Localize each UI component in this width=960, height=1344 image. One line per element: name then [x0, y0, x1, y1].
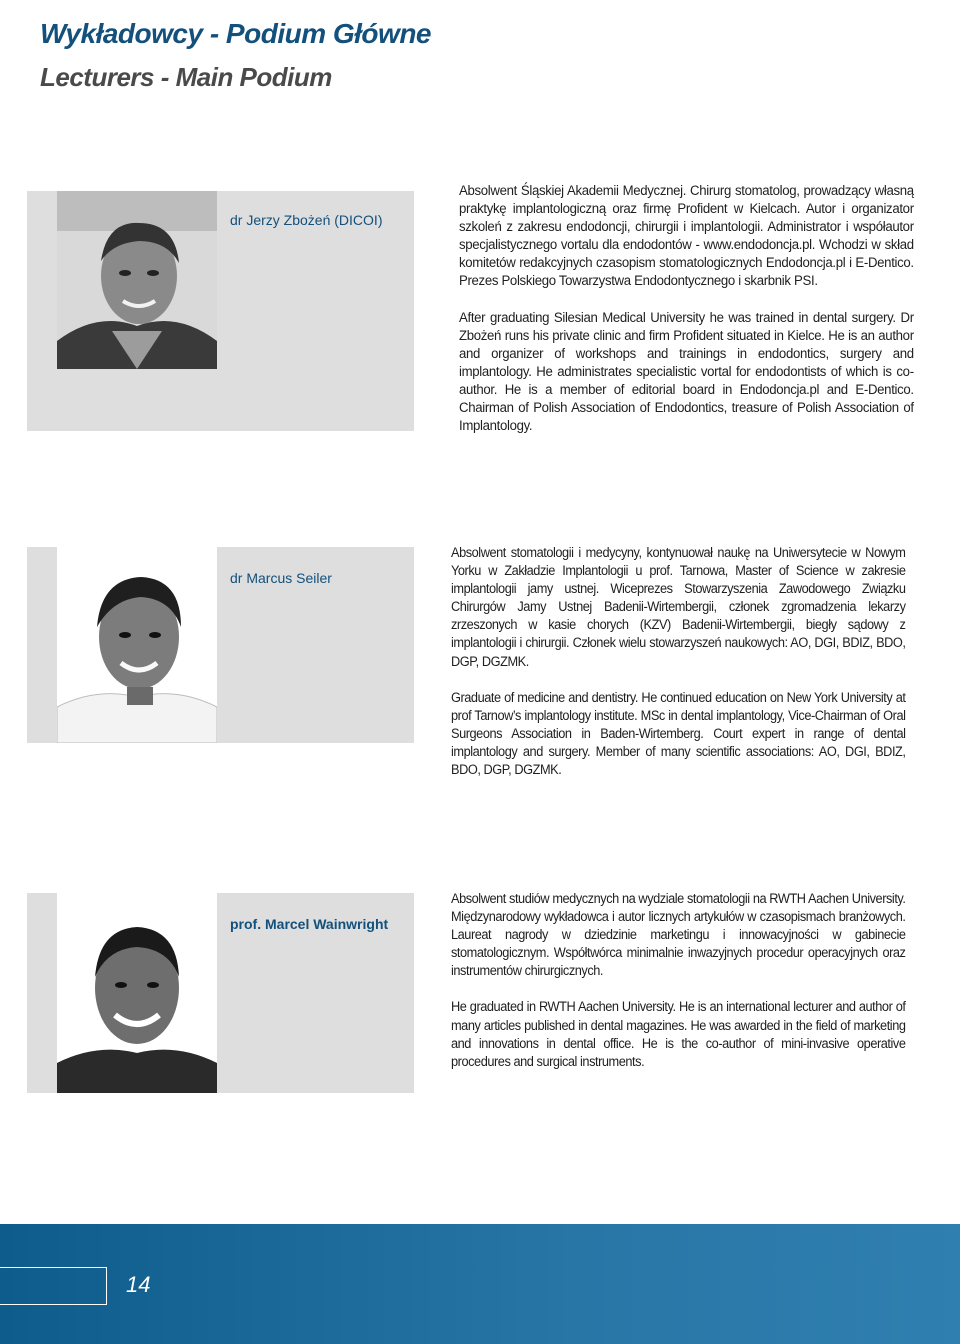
bio-english: Graduate of medicine and dentistry. He continued education on New York University at prof Tarnow’s implantology institute. MSc in dental implantology, Vice-Chairman of Oral Surgeons Association in Baden-Wirtemberg. Court expert in range of dental implantology and surgery. Member of many scientific associations: AO, DGI, BDIZ, BDO, DGP, DGZMK.	[451, 689, 906, 779]
bio-english: After graduating Silesian Medical University he was trained in dental surgery. Dr Zbożeń runs his private clinic and firm Profident situated in Kielce. He is an author and organizer of workshops and trainings in endodontics, surgery and implantology. He administrates specialistic vortal for endodontists of which is co-author. He is a member of editorial board in Endodoncja.pl and E-Dentico. Chairman of Polish Association of Endodontics, treasure of Polish Association of Implantology.	[459, 309, 914, 435]
lecturer-name: dr Marcus Seiler	[230, 570, 332, 586]
bio-polish: Absolwent Śląskiej Akademii Medycznej. Chirurg stomatolog, prowadzący własną praktykę implantologiczną oraz firmę Profident w Kielcach. Autor i organizator szkoleń z zakresu endodoncji, chirurgii i implantologii. Administrator i współautor specjalistycznego vortalu dla endodontów - www.endodoncja.pl. Wchodzi w skład komitetów redakcyjnych czasopism stomatologicznych Endodoncja.pl i E-Dentico. Prezes Polskiego Towarzystwa Endodontycznego i skarbnik PSI.	[459, 183, 914, 290]
lecturer-bio	[451, 890, 906, 1071]
bio-polish: Absolwent studiów medycznych na wydziale stomatologii na RWTH Aachen University. Międzynarodowy wykładowca i autor licznych artykułów w czasopismach branżowych. Laureat nagrody w dziedzinie marketingu i innowacyjności w gabinecie stomatologicznym. Współtwórca minimalnie inwazyjnych procedur operacyjnych oraz instrumentów chirurgicznych.	[451, 891, 906, 980]
page-title-polish: Wykładowcy - Podium Główne	[40, 18, 431, 49]
lecturer-bio	[459, 182, 914, 435]
page-title-english: Lecturers - Main Podium	[40, 62, 332, 92]
lecturer-name: prof. Marcel Wainwright	[230, 916, 389, 932]
lecturer-name: dr Jerzy Zbożeń (DICOI)	[230, 212, 383, 228]
lecturer-photo	[57, 191, 217, 369]
page-number: 14	[126, 1272, 151, 1297]
lecturer-card-zbozen	[0, 183, 960, 491]
footer-page-marker	[0, 1267, 107, 1305]
lecturer-bio	[451, 544, 906, 779]
lecturer-photo	[57, 547, 217, 743]
bio-english: He graduated in RWTH Aachen University. He is an international lecturer and author of many articles published in dental magazines. He was awarded in the field of marketing and innovations in dental office. He is the co-author of mini-invasive operative procedures and surgical instruments.	[451, 999, 906, 1070]
lecturer-photo	[57, 893, 217, 1093]
lecturer-card-seiler	[0, 547, 960, 827]
lecturer-card-wainwright	[0, 893, 960, 1123]
bio-polish: Absolwent stomatologii i medycyny, kontynuował naukę na Uniwersytecie w Nowym Yorku w Zakładzie Implantologii u prof. Tarnowa, Master of Science w zakresie implantologii jamy ustnej. Wiceprezes Stowarzyszenia Zawodowego Związku Chirurgów Jamy Ustnej Badenii-Wirtembergii, członek zgromadzenia lekarzy zrzeszonych w kasie chorych (KZV) Badenii-Wirtembergii, biegły sądowy z implantologii i chirurgii. Członek wielu stowarzyszeń naukowych: AO, DGI, BDIZ, BDO, DGP, DGZMK.	[451, 545, 906, 670]
